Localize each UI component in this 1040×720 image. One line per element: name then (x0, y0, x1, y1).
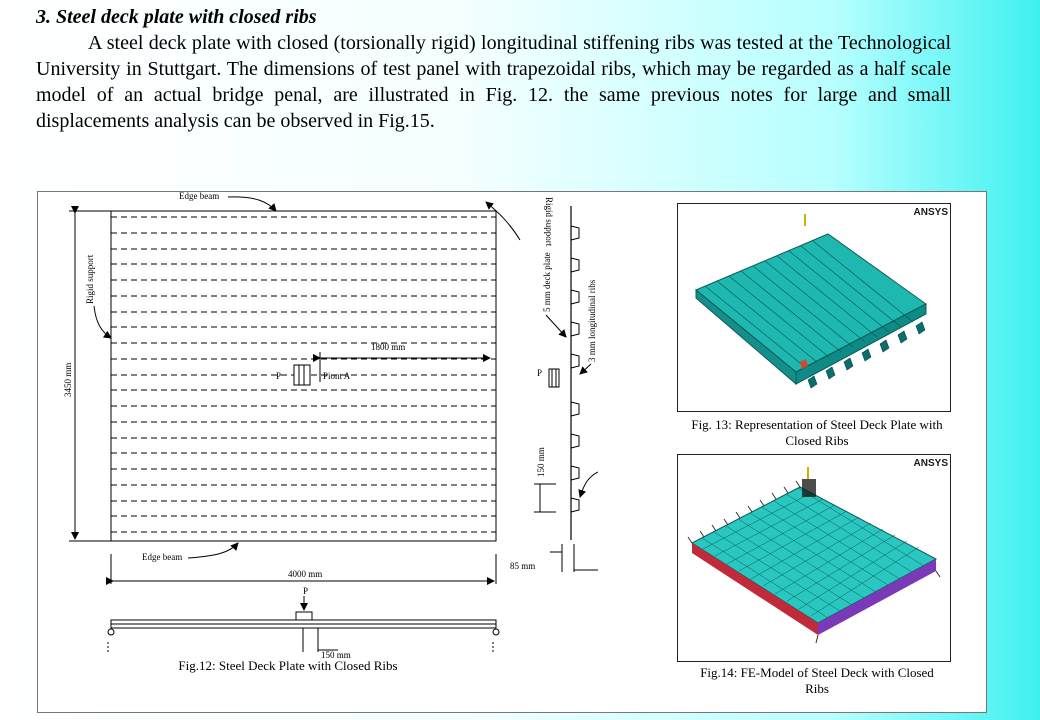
width-dim-label: 4000 mm (288, 569, 323, 579)
fig13-deck-model (678, 204, 950, 411)
fig14-logo: ANSYS (913, 458, 948, 469)
rigid-support-right-label: Rigid support (544, 197, 554, 247)
fig13-render (677, 203, 951, 412)
deck-plate-label: 5 mm deck plate (542, 252, 552, 312)
load-patch (294, 365, 310, 385)
figure-box (37, 191, 987, 713)
edge-beam-bottom-leader (188, 543, 238, 558)
edge-beam-top-leader (228, 197, 276, 211)
load-p-elevation-label: P (303, 586, 309, 596)
point-a-label: Piont A (323, 371, 351, 381)
right-support (493, 629, 499, 635)
rib-spacing-label: 150 mm (536, 447, 546, 477)
left-support (108, 629, 114, 635)
elevation-load-patch (296, 612, 312, 620)
fig14-fe-mesh (678, 455, 950, 661)
fig13-logo: ANSYS (913, 207, 948, 218)
edge-beam-top-label: Edge beam (179, 192, 220, 201)
ribs-label: 3 mm longitudinal ribs (587, 279, 597, 362)
fig14-caption: Fig.14: FE-Model of Steel Deck with Closed Ribs (700, 665, 934, 696)
height-dim-label: 3450 mm (63, 362, 73, 397)
load-p-label: P (276, 371, 282, 381)
fig14-render (677, 454, 951, 662)
intro-paragraph: A steel deck plate with closed (torsionally rigid) longitudinal stiffening ribs was tested at the Technological University in Stuttgart. The dimensions of test panel with trapezoidal ribs, which may be regarded as a half scale model of an actual bridge penal, are illustrated in Fig. 12. the same previous notes for large and small displacements analysis can be observed in Fig.15. (36, 32, 951, 132)
span-dim-label: 1800 mm (371, 342, 406, 352)
rigid-support-left-leader (94, 306, 111, 338)
section-heading: 3. Steel deck plate with closed ribs (36, 6, 317, 28)
rib-width-label: 85 mm (510, 561, 536, 571)
fig13-caption: Fig. 13: Representation of Steel Deck Plate with Closed Ribs (691, 417, 943, 448)
load-p-section-label: P (537, 368, 543, 378)
rigid-support-right-leader (486, 202, 520, 240)
fig12-drawing (38, 192, 598, 662)
patch-width-label: 150 mm (321, 650, 351, 660)
fig12-caption: Fig.12: Steel Deck Plate with Closed Ribs (178, 658, 398, 673)
section-load-patch (549, 369, 559, 387)
rigid-support-left-label: Rigid support (85, 254, 95, 304)
edge-beam-bottom-label: Edge beam (142, 552, 183, 562)
rib-profiles (571, 226, 579, 512)
